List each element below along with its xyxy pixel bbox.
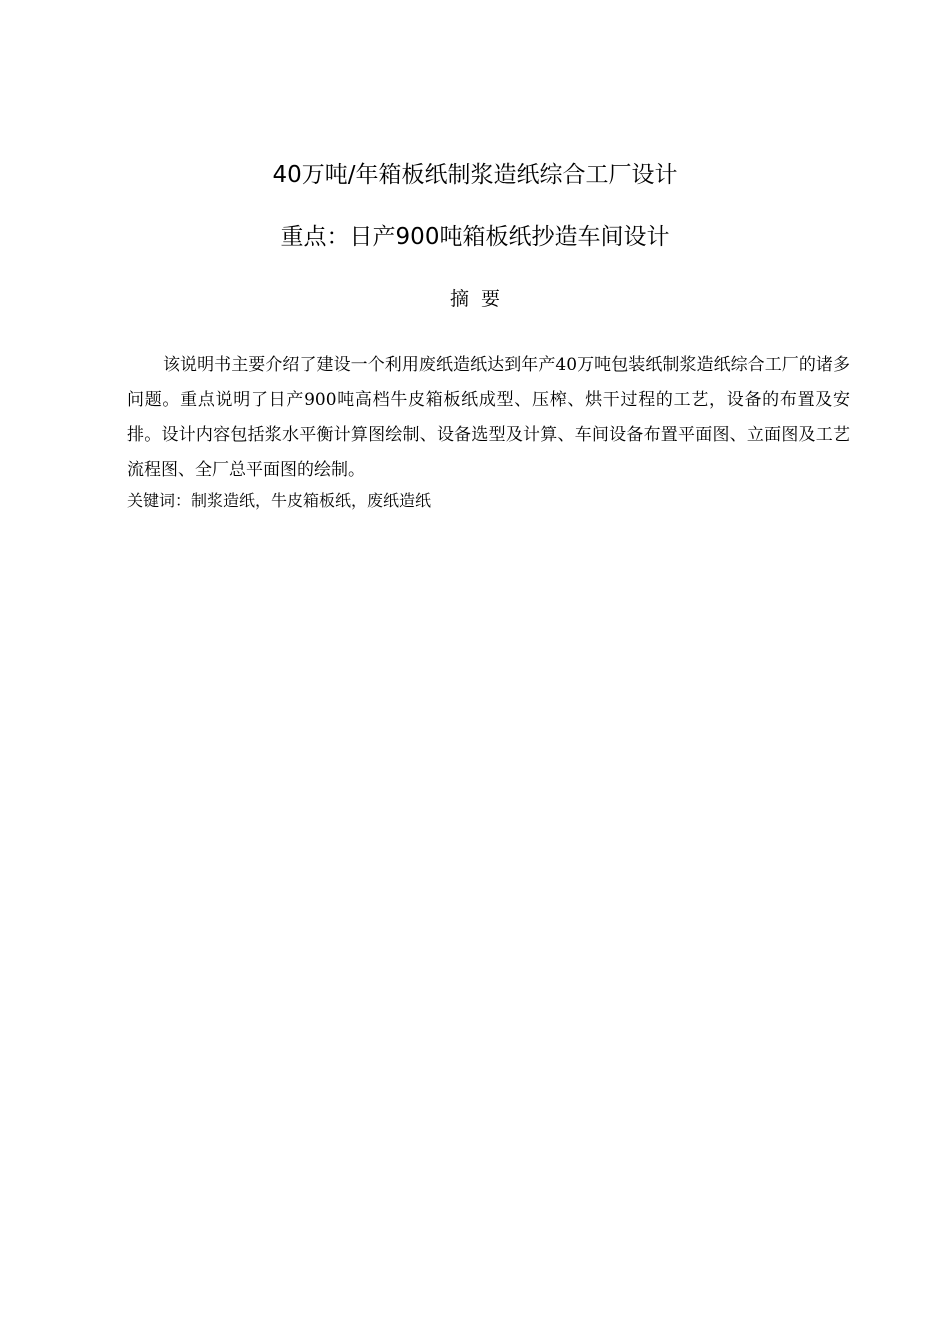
keywords-value: 制浆造纸，牛皮箱板纸，废纸造纸 (191, 491, 432, 510)
document-title: 40万吨/年箱板纸制浆造纸综合工厂设计 (272, 162, 678, 188)
abstract-body: 该说明书主要介绍了建设一个利用废纸造纸达到年产40万吨包装纸制浆造纸综合工厂的诸多问题。重点说明了日产900吨高档牛皮箱板纸成型、压榨、烘干过程的工艺，设备的布置及安排。设计内容包括浆水平衡计算图绘制、设备选型及计算、车间设备布置平面图、立面图及工艺流程图、全厂总平面图的绘制。 (127, 355, 850, 480)
abstract-heading: 摘要 (449, 288, 512, 310)
document-subtitle: 重点：日产900吨箱板纸抄造车间设计 (280, 224, 670, 250)
keywords-label: 关键词： (127, 491, 192, 510)
keywords-line (127, 486, 850, 517)
